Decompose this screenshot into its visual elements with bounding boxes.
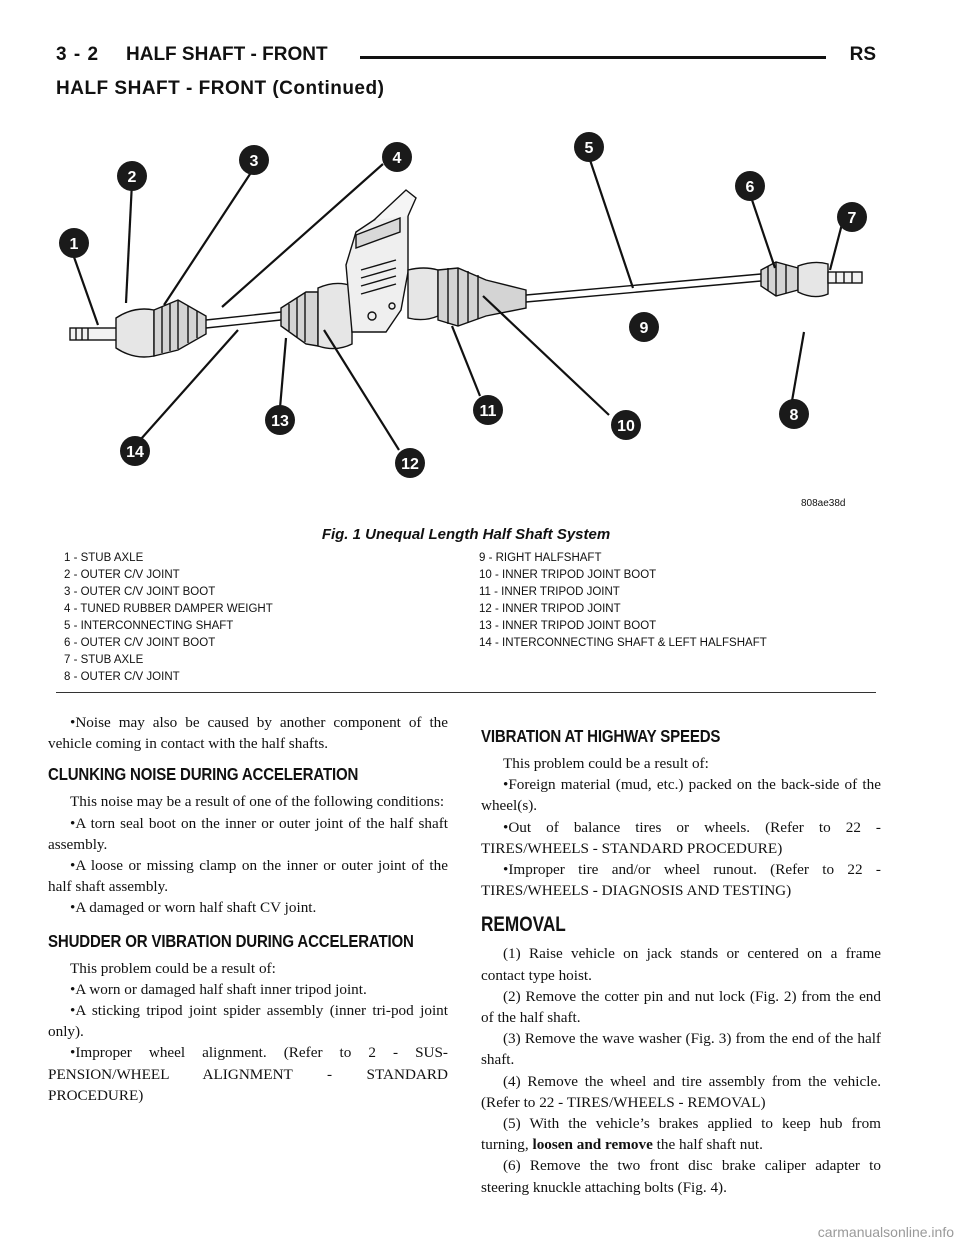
section-heading-removal: REMOVAL [481,913,566,937]
legend-item: 9 - RIGHT HALFSHAFT [479,552,602,564]
callout-11: 11 [479,403,497,420]
bullet-icon: • [503,861,509,879]
legend-item: 14 - INTERCONNECTING SHAFT & LEFT HALFSHAFT [479,637,767,649]
bullet-paragraph: •Out of balance tires or wheels. (Refer to 22 - TIRES/WHEELS - STANDARD PROCEDURE) [481,818,881,857]
removal-step-1: (1) Raise vehicle on jack stands or centered on a frame contact type hoist. [481,945,881,984]
right-column [481,726,881,1198]
callout-10: 10 [617,418,635,435]
legend-item: 7 - STUB AXLE [64,654,144,666]
legend-item: 6 - OUTER C/V JOINT BOOT [64,637,216,649]
callout-14: 14 [126,444,144,461]
bullet-icon: • [503,776,509,794]
bullet-icon: • [70,714,76,731]
callout-7: 7 [847,210,857,227]
left-column [48,712,448,1106]
bullet-icon: • [503,818,509,836]
bullet-paragraph: •A loose or missing clamp on the inner or outer joint of the half shaft assembly. [48,857,448,896]
page-header [56,42,876,72]
legend-right [479,550,767,652]
emphasis-text: loosen and remove [532,1136,653,1154]
callout-4: 4 [392,150,402,167]
removal-step-5: (5) With the vehicle’s brakes applied to keep hub from turning, loosen and remove the half shaft nut. [481,1115,881,1154]
bullet-paragraph: •A damaged or worn half shaft CV joint. [70,899,317,917]
removal-step-2: (2) Remove the cotter pin and nut lock (Fig. 2) from the end of the half shaft. [481,987,881,1027]
section-heading-vibration: VIBRATION AT HIGHWAY SPEEDS [481,726,721,746]
section-intro: This noise may be a result of one of the following conditions: [70,793,445,811]
bullet-paragraph: •A worn or damaged half shaft inner tripod joint. [70,980,367,998]
legend-item: 3 - OUTER C/V JOINT BOOT [64,586,216,598]
section-intro: This problem could be a result of: [503,755,709,772]
legend-item: 10 - INNER TRIPOD JOINT BOOT [479,569,657,581]
header-rule [360,56,826,59]
section-heading-shudder: SHUDDER OR VIBRATION DURING ACCELERATION [48,930,414,951]
callout-6: 6 [745,179,755,196]
legend-item: 2 - OUTER C/V JOINT [64,569,180,581]
bullet-icon: • [70,1002,76,1020]
bullet-icon: • [70,857,76,875]
legend-item: 8 - OUTER C/V JOINT [64,671,180,683]
legend-item: 13 - INNER TRIPOD JOINT BOOT [479,620,657,632]
bullet-paragraph: •Improper tire and/or wheel runout. (Refer to 22 - TIRES/WHEELS - DIAGNOSIS AND TESTING) [481,861,881,900]
callout-3: 3 [249,153,259,170]
legend-item: 4 - TUNED RUBBER DAMPER WEIGHT [64,603,273,615]
callout-2: 2 [127,169,137,186]
removal-step-6: (6) Remove the two front disc brake caliper adapter to steering knuckle attaching bolts (Fig. 4). [481,1157,881,1196]
bullet-paragraph: •A sticking tripod joint spider assembly (inner tri-pod joint only). [48,1002,448,1041]
bullet-icon: • [70,814,76,832]
callout-12: 12 [401,456,419,473]
section-title: HALF SHAFT - FRONT [126,44,328,65]
watermark: carmanualsonline.info [817,1224,954,1240]
continued-title: HALF SHAFT - FRONT (Continued) [56,78,385,99]
section-intro: This problem could be a result of: [70,959,276,977]
legend-item: 1 - STUB AXLE [64,552,144,564]
callout-5: 5 [584,140,594,157]
legend-item: 12 - INNER TRIPOD JOINT [479,603,621,615]
bullet-paragraph: •Noise may also be caused by another component of the vehicle coming in contact with the half shafts. [48,714,448,753]
bullet-icon: • [70,980,76,998]
callout-8: 8 [789,407,799,424]
legend-left [64,550,273,686]
bullet-paragraph: •Foreign material (mud, etc.) packed on the back-side of the wheel(s). [481,776,881,815]
legend-item: 5 - INTERCONNECTING SHAFT [64,620,234,632]
page-number: 3 - 2 [56,44,100,65]
legend-item: 11 - INNER TRIPOD JOINT [479,586,620,598]
figure-image-code: 808ae38d [801,498,846,509]
model-code: RS [849,44,876,65]
callout-13: 13 [271,413,289,430]
half-shaft-diagram [56,120,876,520]
bullet-paragraph: •Improper wheel alignment. (Refer to 2 - SUS-PENSION/WHEEL ALIGNMENT - STANDARD PROCEDURE) [48,1044,448,1104]
callout-9: 9 [639,320,649,337]
legend-rule [56,692,876,693]
removal-step-3: (3) Remove the wave washer (Fig. 3) from the end of the half shaft. [481,1030,881,1069]
callout-1: 1 [69,236,79,253]
figure-caption: Fig. 1 Unequal Length Half Shaft System [321,526,611,543]
bullet-icon: • [70,899,76,917]
bullet-icon: • [70,1044,76,1062]
removal-step-4: (4) Remove the wheel and tire assembly from the vehicle. (Refer to 22 - TIRES/WHEELS - REMOVAL) [481,1072,881,1111]
bullet-paragraph: •A torn seal boot on the inner or outer joint of the half shaft assembly. [48,814,448,853]
section-heading-clunking: CLUNKING NOISE DURING ACCELERATION [48,764,359,785]
